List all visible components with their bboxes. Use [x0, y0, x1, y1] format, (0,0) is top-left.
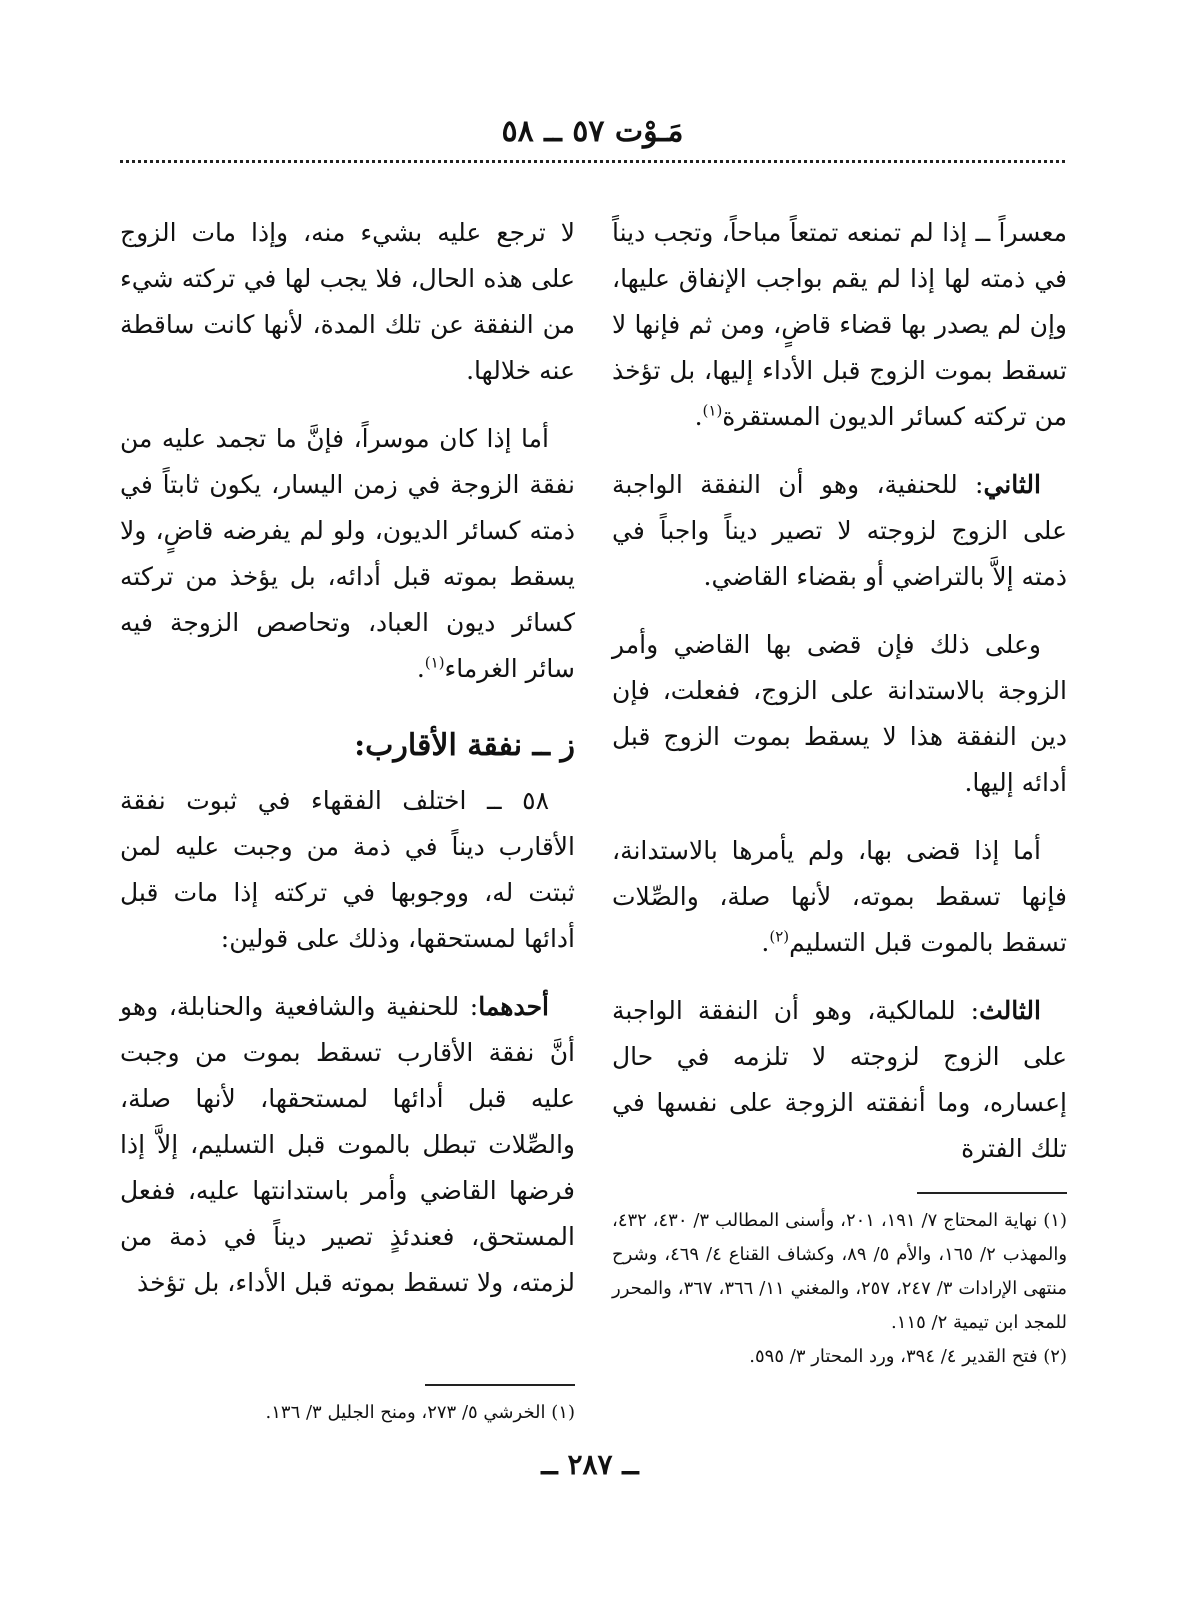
- footnotes-right: [612, 1204, 1067, 1374]
- footnotes-left: [120, 1396, 575, 1430]
- paragraph: [120, 210, 575, 394]
- footnote: (٢) فتح القدير ٤/ ٣٩٤، ورد المحتار ٣/ ٥٩٥.: [749, 1346, 1067, 1367]
- paragraph: [120, 984, 575, 1306]
- page-number: ــ ٢٨٧ ــ: [541, 1448, 639, 1481]
- paragraph-text: لا ترجع عليه بشيء منه، وإذا مات الزوج على هذه الحال، فلا يجب لها في تركته شيء من النفقة عن تلك المدة، لأنها كانت ساقطة عنه خلالها.: [120, 218, 575, 385]
- section-heading: ز ــ نفقة الأقارب:: [354, 728, 575, 763]
- footnote-separator: [425, 1384, 575, 1386]
- footnote: (١) الخرشي ٥/ ٢٧٣، ومنح الجليل ٣/ ١٣٦.: [265, 1402, 575, 1423]
- paragraph: [120, 778, 575, 962]
- paragraph-text: أما إذا قضى بها، ولم يأمرها بالاستدانة، فإنها تسقط بموته، لأنها صلة، والصِّلات تسقط بالموت قبل التسليم: [612, 836, 1067, 957]
- right-column: [612, 210, 1067, 1194]
- paragraph-text: : للمالكية، وهو أن النفقة الواجبة على الزوج لزوجته لا تلزمه في حال إعساره، وما أنفقته الزوجة على نفسها في تلك الفترة: [612, 996, 1067, 1163]
- paragraph: [612, 210, 1067, 440]
- paragraph-lead: الثالث: [979, 996, 1041, 1025]
- header-dotted-rule: [120, 160, 1065, 163]
- footnote-separator: [917, 1192, 1067, 1194]
- paragraph: [612, 828, 1067, 966]
- paragraph-text: معسراً ــ إذا لم تمنعه تمتعاً مباحاً، وتجب ديناً في ذمته لها إذا لم يقم بواجب الإنفاق عليها، وإن لم يصدر بها قضاء قاضٍ، ومن ثم فإنها لا تسقط بموت الزوج قبل الأداء إليها، بل تؤخذ من تركته كسائر الديون المستقرة: [612, 218, 1067, 431]
- paragraph-lead: أحدهما: [478, 992, 549, 1021]
- paragraph: [612, 622, 1067, 806]
- footnote-reference[interactable]: (١): [702, 401, 723, 420]
- footnote-reference[interactable]: (١): [424, 653, 445, 672]
- footnote-reference[interactable]: (٢): [769, 927, 790, 946]
- paragraph-text: : للحنفية، وهو أن النفقة الواجبة على الزوج لزوجته لا تصير ديناً واجباً في ذمته إلاَّ بالتراضي أو بقضاء القاضي.: [612, 470, 1067, 591]
- left-column: [120, 210, 575, 1328]
- paragraph-text: ٥٨ ــ اختلف الفقهاء في ثبوت نفقة الأقارب ديناً في ذمة من وجبت عليه لمن ثبتت له، ووجوبها في تركته إذا مات قبل أدائها لمستحقها، وذلك على قولين:: [120, 786, 575, 953]
- paragraph-text: أما إذا كان موسراً، فإنَّ ما تجمد عليه من نفقة الزوجة في زمن اليسار، يكون ثابتاً في ذمته كسائر الديون، ولو لم يفرضه قاضٍ، ولا يسقط بموته قبل أدائه، بل يؤخذ من تركته كسائر ديون العباد، وتحاصص الزوجة فيه سائر الغرماء: [120, 424, 575, 683]
- punctuation: .: [761, 928, 770, 957]
- punctuation: .: [694, 402, 703, 431]
- running-header: مَـوْت ٥٧ ــ ٥٨: [501, 114, 684, 149]
- punctuation: .: [416, 654, 425, 683]
- paragraph-lead: الثاني: [983, 470, 1041, 499]
- paragraph: [612, 988, 1067, 1172]
- footnote: (١) نهاية المحتاج ٧/ ١٩١، ٢٠١، وأسنى المطالب ٣/ ٤٣٠، ٤٣٢، والمهذب ٢/ ١٦٥، والأم ٥/ ٨٩، وكشاف القناع ٤/ ٤٦٩، وشرح منتهى الإرادات ٣/ ٢٤٧، ٢٥٧، والمغني ١١/ ٣٦٦، ٣٦٧، والمحرر للمجد ابن تيمية ٢/ ١١٥.: [612, 1210, 1068, 1333]
- paragraph: [120, 416, 575, 692]
- paragraph-text: : للحنفية والشافعية والحنابلة، وهو أنَّ نفقة الأقارب تسقط بموت من وجبت عليه قبل أدائها لمستحقها، لأنها صلة، والصِّلات تبطل بالموت قبل التسليم، إلاَّ إذا فرضها القاضي وأمر باستدانتها عليه، ففعل المستحق، فعندئذٍ تصير ديناً في ذمة من لزمته، ولا تسقط بموته قبل الأداء، بل تؤخذ: [120, 992, 575, 1297]
- paragraph: [612, 462, 1067, 600]
- paragraph-text: وعلى ذلك فإن قضى بها القاضي وأمر الزوجة بالاستدانة على الزوج، ففعلت، فإن دين النفقة هذا لا يسقط بموت الزوج قبل أدائه إليها.: [612, 630, 1067, 797]
